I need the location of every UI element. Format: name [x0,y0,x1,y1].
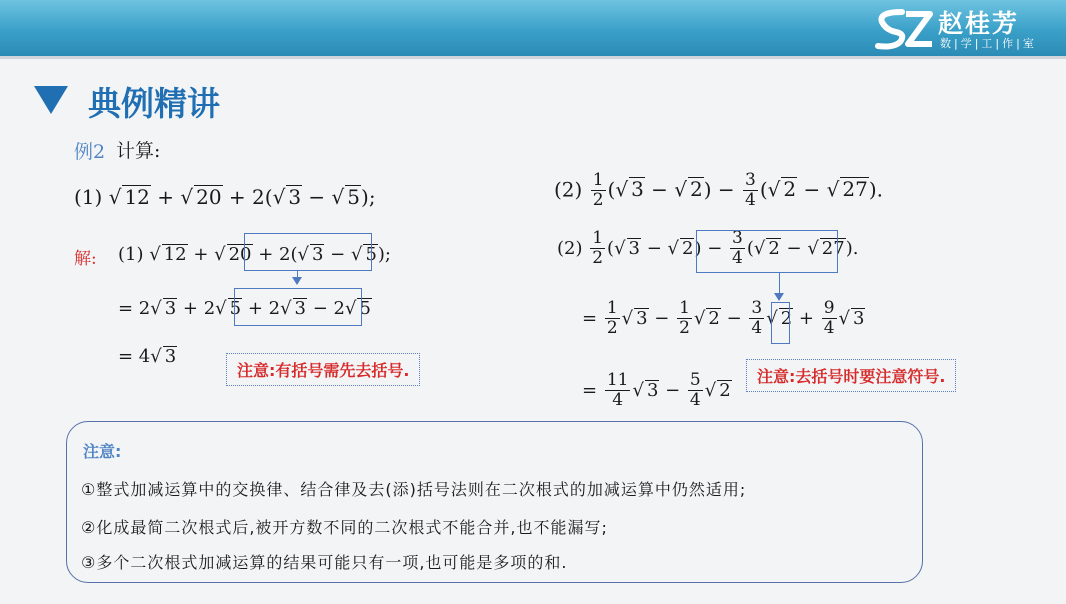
problem-2-label: (2) [554,177,583,202]
solution-1-line-3: = 4√ 3 [118,346,177,367]
example-prompt: 计算: [116,140,161,162]
highlight-box [771,302,790,344]
arrow-down-icon [292,277,302,285]
problem-2-suffix: . [876,177,883,202]
solution-2-line-2: = $\frac{1}{2}$ √ 3 − $\frac{1}{2}$ √ 2 − $\frac{3}{4}$ √ 2 + $\frac{9}{4}$ √ 3 [582,298,865,338]
right-warning-note: 注意:去括号时要注意符号. [746,359,956,392]
solution-2-line-3: = $\frac{11}{4}$ √ 3 − $\frac{5}{4}$ √ 2 [582,370,731,410]
solution-1-line-2: = 2√ 3 + 2√ 5 + 2√ 3 − 2√ 5 [118,298,371,319]
header-divider [0,56,1066,59]
header-bar [0,0,1066,56]
problem-2: (2) $\frac{1}{2}$ (√ 3 − √ 2) − $\frac{3}{4}$ (√ 2 − √ 27). [554,170,883,210]
highlight-box [696,230,838,273]
sz-logo-icon [872,6,934,52]
solution-2-line-1: (2) $\frac{1}{2}$ (√ 3 − √ 2) − $\frac{3}{4}$ (√ 2 − √ 27). [557,228,859,268]
solution-label: 解: [74,249,97,269]
note-line-3: ③多个二次根式加减运算的结果可能只有一项,也可能是多项的和. [81,553,568,572]
triangle-down-icon [34,86,68,114]
section-title: 典例精讲 [88,84,220,123]
problem-1-suffix: ; [368,185,376,209]
notes-title: 注意: [83,442,122,461]
note-line-2: ②化成最简二次根式后,被开方数不同的二次根式不能合并,也不能漏写; [81,518,608,537]
problem-1: (1) √ 12 + √ 20 + 2(√ 3 − √ 5); [74,185,376,209]
arrow-line [779,272,780,294]
example-label: 例2 [74,141,106,163]
note-line-1: ①整式加减运算中的交换律、结合律及去(添)括号法则在二次根式的加减运算中仍然适用; [81,480,747,499]
left-warning-note: 注意:有括号需先去括号. [226,353,420,386]
highlight-box [244,233,372,271]
solution-1-line-1: (1) √ 12 + √ 20 + 2(√ 3 − √ 5); [118,244,391,265]
brand-subtitle: 数|学|工|作|室 [940,37,1037,50]
brand-name: 赵桂芳 [938,9,1020,38]
notes-panel [66,421,923,583]
problem-1-label: (1) [74,185,103,209]
highlight-box [234,288,362,326]
